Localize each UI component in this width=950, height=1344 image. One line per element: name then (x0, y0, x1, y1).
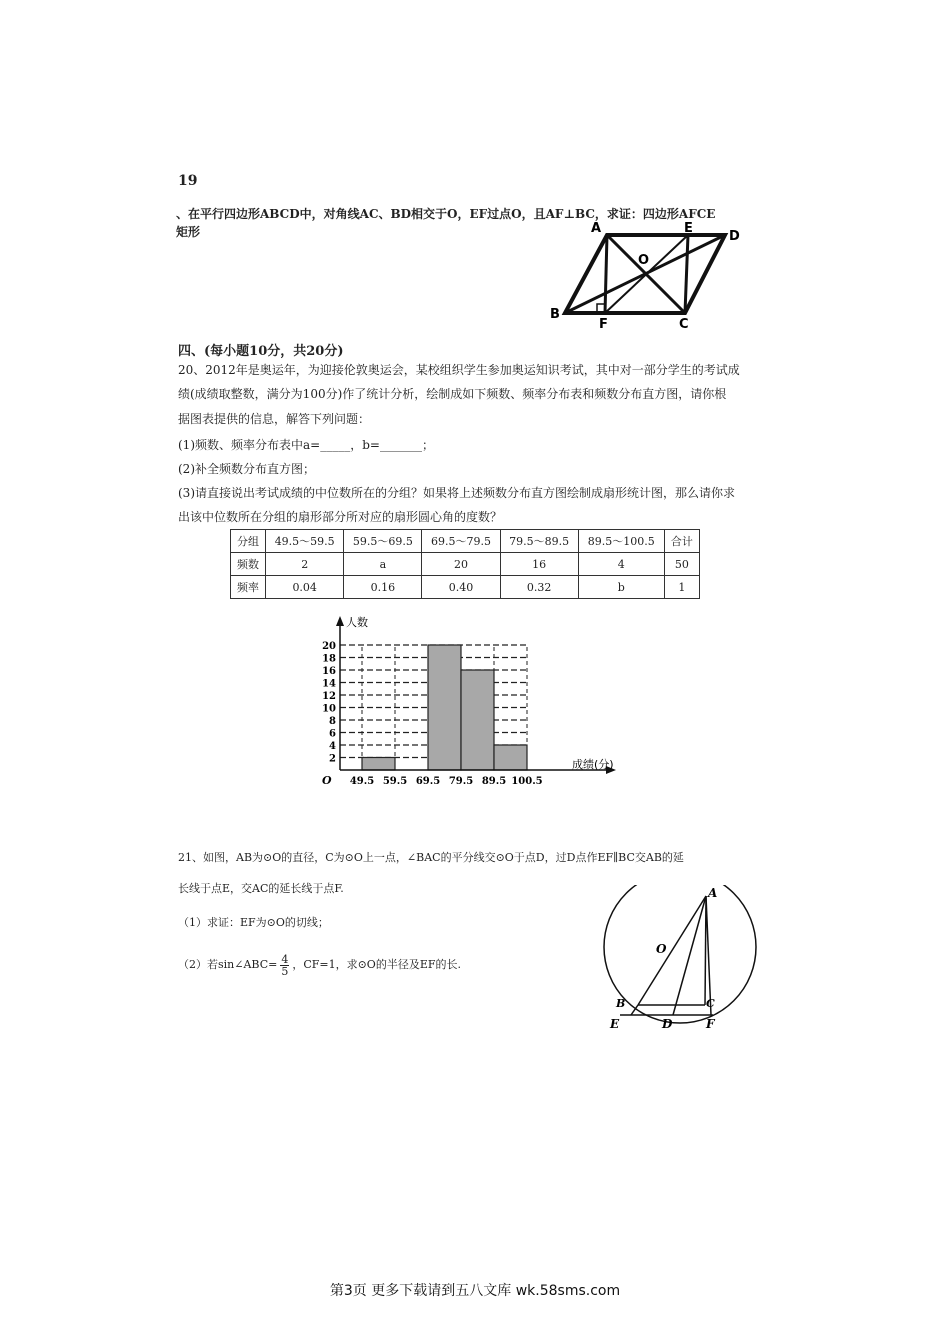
y-tick-label: 20 (322, 641, 336, 652)
table-cell: b (578, 576, 664, 599)
point-label-o: O (638, 253, 650, 268)
point-label-e: E (684, 221, 693, 236)
q21-part1: （1）求证：EF为⊙O的切线； (178, 916, 329, 929)
q20-intro-line3: 据图表提供的信息，解答下列问题： (178, 412, 371, 426)
x-tick-label: 89.5 (481, 776, 507, 787)
y-tick-label: 8 (329, 716, 336, 727)
point-label-c: C (679, 317, 689, 332)
y-tick-label: 2 (329, 753, 336, 765)
frequency-histogram (300, 612, 630, 797)
table-row (231, 576, 700, 599)
y-tick-label: 14 (322, 678, 336, 690)
x-tick-label: 49.5 (349, 776, 375, 787)
q20-intro-line2: 绩(成绩取整数，满分为100分)作了统计分析，绘制成如下频数、频率分布表和频数分布直方图，请你根 (178, 387, 727, 401)
fraction-denominator: 5 (281, 964, 289, 978)
table-cell: 频数 (231, 553, 266, 576)
fraction (280, 954, 289, 977)
parallelogram-figure (545, 218, 755, 333)
table-cell: 79.5～89.5 (500, 530, 578, 553)
y-axis-arrow (336, 616, 344, 626)
x-tick-label: 69.5 (415, 776, 441, 787)
q20-intro-line1: 20、2012年是奥运年，为迎接伦敦奥运会，某校组织学生参加奥运知识考试，其中对一部分学生的考试成 (178, 363, 740, 377)
y-tick-label: 10 (322, 703, 336, 715)
q19-text-line1: 、在平行四边形ABCD中，对角线AC、BD相交于O，EF过点O，且AF⊥BC，求证：四边形AFCE (176, 207, 716, 221)
table-cell: 4 (578, 553, 664, 576)
point-label-o: O (656, 942, 667, 956)
table-cell: 1 (664, 576, 699, 599)
table-cell: 0.16 (344, 576, 422, 599)
table-cell: 2 (266, 553, 344, 576)
table-cell: 50 (664, 553, 699, 576)
q21-text-line2: 长线于点E，交AC的延长线于点F. (178, 882, 344, 895)
y-axis-label: 人数 (346, 616, 368, 629)
table-cell: 49.5～59.5 (266, 530, 344, 553)
circle-figure (598, 885, 768, 1035)
point-label-a: A (708, 886, 718, 900)
q21-part2 (178, 950, 461, 980)
q21-part2-suffix: ，CF=1，求⊙O的半径及EF的长. (292, 958, 461, 971)
table-cell: 合计 (664, 530, 699, 553)
origin-label: O (322, 774, 332, 787)
fraction-numerator: 4 (281, 952, 289, 966)
point-label-f: F (599, 317, 608, 332)
table-cell: 69.5～79.5 (422, 530, 500, 553)
section-heading: 四、(每小题10分，共20分) (178, 344, 344, 359)
table-cell: 0.40 (422, 576, 500, 599)
page-footer: 第3页 更多下载请到五八文库 wk.58sms.com (329, 1283, 621, 1299)
table-cell: 59.5～69.5 (344, 530, 422, 553)
q20-part2: (2)补全频数分布直方图； (178, 462, 315, 476)
q19-text-line2: 矩形 (176, 225, 201, 239)
q21-text-line1: 21、如图，AB为⊙O的直径，C为⊙O上一点，∠BAC的平分线交⊙O于点D，过D点作EF∥BC交AB的延 (178, 851, 684, 864)
q20-part3-line1: (3)请直接说出考试成绩的中位数所在的分组？如果将上述频数分布直方图绘制成扇形统计图，那么请你求 (178, 486, 736, 500)
x-tick-label: 79.5 (448, 776, 474, 787)
point-label-b: B (616, 997, 626, 1010)
point-label-d: D (729, 229, 740, 244)
y-tick-label: 12 (322, 691, 336, 702)
y-tick-label: 18 (322, 653, 336, 665)
question-number-19: 19 (178, 173, 198, 189)
point-label-e: E (610, 1017, 620, 1031)
table-cell: 频率 (231, 576, 266, 599)
point-label-f: F (706, 1017, 715, 1031)
table-cell: a (344, 553, 422, 576)
table-cell: 20 (422, 553, 500, 576)
x-axis-label: 成绩(分) (572, 758, 614, 771)
histogram-bar (494, 745, 527, 770)
q20-part1: (1)频数、频率分布表中a=_____，b=_______； (178, 438, 434, 452)
x-tick-label: 100.5 (511, 776, 543, 787)
x-tick-label: 59.5 (382, 776, 408, 787)
histogram-bar (461, 670, 494, 770)
y-tick-label: 6 (329, 728, 336, 740)
q20-part3-line2: 出该中位数所在分组的扇形部分所对应的扇形圆心角的度数？ (178, 510, 503, 524)
table-cell: 89.5～100.5 (578, 530, 664, 553)
table-cell: 0.04 (266, 576, 344, 599)
table-cell: 分组 (231, 530, 266, 553)
point-label-b: B (550, 307, 560, 322)
table-cell: 16 (500, 553, 578, 576)
histogram-bar (428, 645, 461, 770)
point-label-c: C (706, 997, 715, 1010)
table-row (231, 553, 700, 576)
q21-part2-prefix: （2）若sin∠ABC= (178, 958, 278, 971)
histogram-bar (362, 758, 395, 771)
table-row (231, 530, 700, 553)
y-tick-label: 16 (322, 666, 336, 677)
point-label-d: D (662, 1017, 673, 1031)
point-label-a: A (591, 221, 602, 236)
y-tick-label: 4 (329, 741, 336, 752)
frequency-table (230, 529, 700, 599)
table-cell: 0.32 (500, 576, 578, 599)
